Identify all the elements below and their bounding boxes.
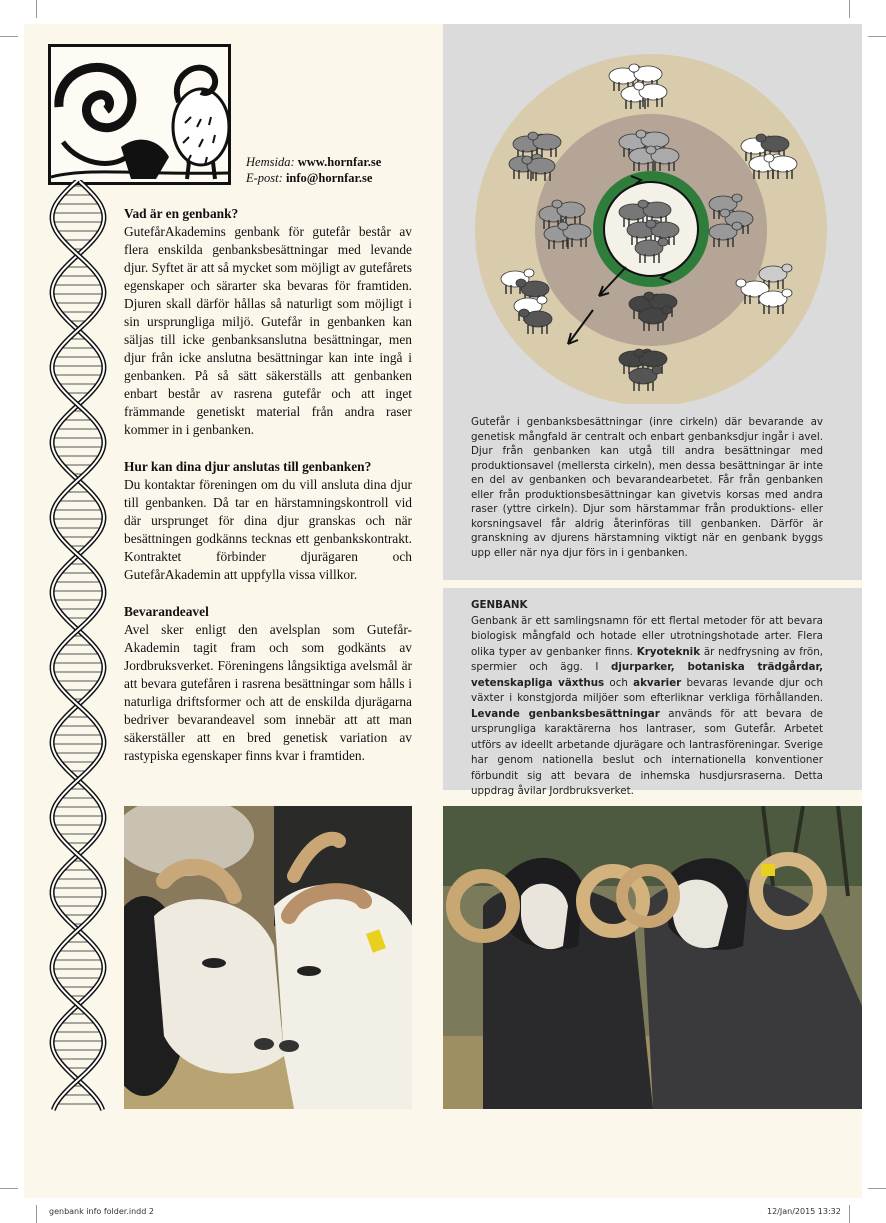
section-conservation-breeding <box>124 603 412 765</box>
crop-mark <box>0 1188 18 1189</box>
lambs-photo <box>124 806 412 1109</box>
genbank-info-text <box>471 598 823 800</box>
genbank-text-4: bevaras levande djur och växter i konstgjorda miljöer som efterliknar verkliga förhållanden. <box>471 676 823 704</box>
genbank-bold-3: akvarier <box>633 676 682 689</box>
crop-mark <box>36 0 37 18</box>
homepage-link[interactable]: www.hornfar.se <box>297 155 382 169</box>
genbank-title: GENBANK <box>471 599 528 611</box>
section-body: Du kontaktar föreningen om du vill ansluta dina djur till genbanken. Då tar en härstamningskontroll vid där ursprunget för dina djur granskas och när besättningen godkänns tecknas ett genbankskontrakt. Kontraktet förbinder djurägaren och GutefårAkademin att uppfylla vissa villkor. <box>124 477 412 582</box>
genbank-text-3: och <box>604 676 634 689</box>
section-heading: Bevarandeavel <box>124 604 209 619</box>
genbank-text-2: är nedfrysning av frön, spermier och ägg. I <box>471 645 824 673</box>
dna-helix-illustration <box>44 180 112 1112</box>
crop-mark <box>36 1205 37 1223</box>
contact-info <box>246 154 381 186</box>
footer-date: 12/Jan/2015 13:32 <box>767 1207 841 1216</box>
email-label: E-post: <box>246 171 283 185</box>
diagram-caption: Gutefår i genbanksbesättningar (inre cirkeln) där bevarande av genetisk mångfald är centralt och enbart genbanksdjur ingår i avel. Djur från genbanken kan utgå till andra besättningar med produktionsavel (mellersta cirkeln), men dessa besättningar är inte en del av genbanken och bevarandearbetet. Får från genbanken eller från produktionsbesättningar kan givetvis korsas med andra raser (yttre cirkeln). Djur som härstammar från produktions- eller korsningsavel får aldrig återinföras till genbanken. Därför är granskning av djurens härstamning viktigt när en genbank byggs upp eller när nya djur förs in i genbanken. <box>471 416 823 559</box>
crop-mark <box>868 36 886 37</box>
email-line <box>246 170 381 186</box>
crop-mark <box>868 1188 886 1189</box>
genbank-bold-1: Kryoteknik <box>636 645 701 658</box>
genbank-bold-4: Levande genbanksbesättningar <box>471 707 660 720</box>
crop-mark <box>849 1205 850 1223</box>
homepage-line <box>246 154 381 170</box>
section-body: Avel sker enligt den avelsplan som Gutefår-Akademin tagit fram och som godkänts av Jordbruksverket. Föreningens långsiktiga avelsmål är att bevara gutefåren i rasrena besättningar som hålls i naturliga driftsformer och att de enskilda djurägarna bedriver bevarandeavel som innebär att att man säkerställer att en bred genetisk variation av rastypiska egenskaper finns kvar i framtiden. <box>124 622 412 763</box>
rams-photo <box>443 806 862 1109</box>
section-what-is-genbank <box>124 205 412 439</box>
crop-mark <box>849 0 850 18</box>
genbank-text-1: Genbank är ett samlingsnamn för ett flertal metoder för att bevara biologisk mångfald och hotade eller utrotningshotade arter. Flera olika typer av genbanker finns. <box>471 614 823 658</box>
genbank-bold-2: djurparker, botaniska trädgårdar, vetenskapliga växthus <box>471 661 823 689</box>
genbank-circles-diagram <box>443 24 862 404</box>
section-heading: Hur kan dina djur anslutas till genbanken? <box>124 459 372 474</box>
ram-illustration <box>48 44 231 185</box>
email-link[interactable]: info@hornfar.se <box>285 171 373 185</box>
section-body: GutefårAkademins genbank för gutefår består av flera enskilda genbanksbesättningar med levande djur. Syftet är att så mycket som möjligt av gutefårets egenskaper och särarter ska bevaras för framtiden. Djuren skall därför hållas så naturligt som möjligt i sin ursprungliga miljö. Gutefår in genbanken kan säljas till icke genbanksanslutna besättningar, men djur från icke anslutna besättningar kan inte ingå i genbanken. På så sätt säkerställs att genbanken enbart består av rasrena gutefår och att inget främmande genetiskt material från andra raser kommer in i genbanken. <box>124 224 412 437</box>
homepage-label: Hemsida: <box>246 155 295 169</box>
crop-mark <box>0 36 18 37</box>
footer-filename: genbank info folder.indd 2 <box>49 1207 154 1216</box>
section-heading: Vad är en genbank? <box>124 206 239 221</box>
genbank-text-5: används för att bevara de ursprungliga karaktärerna hos lantraser, som Gutefår. Arbetet utförs av ideellt arbetande djurägare och lantrasföreningar. Sverige har genom nationella beslut och internationella konventioner förbundit sig att bevara de inhemska husdjursraserna. Detta uppdrag åvilar Jordbruksverket. <box>471 707 824 797</box>
section-how-to-join <box>124 458 412 584</box>
